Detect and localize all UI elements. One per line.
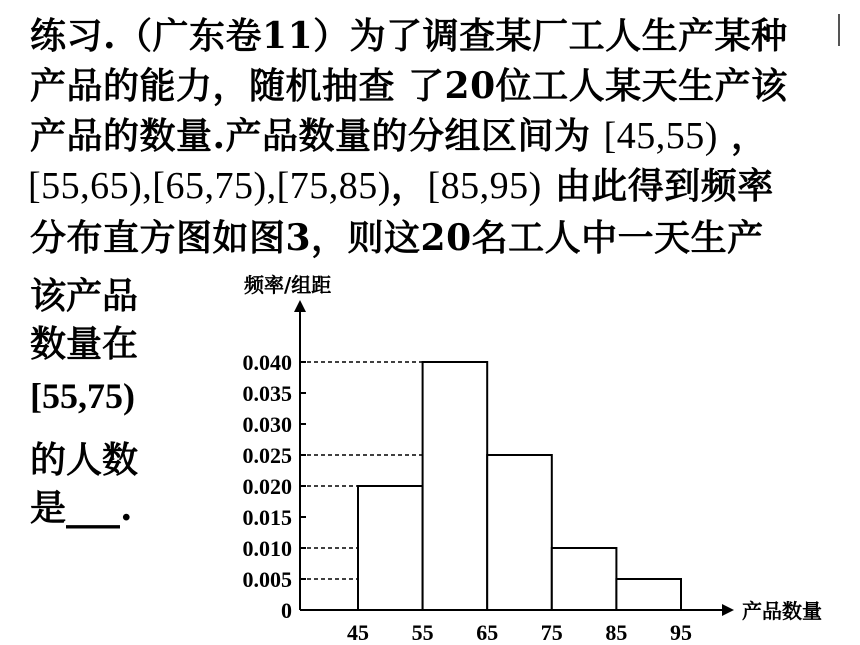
problem-line-3-text: 产品的数量.产品数量的分组区间为 xyxy=(30,115,591,157)
y-tick-label-5: 0.025 xyxy=(242,443,292,468)
problem-line-3-punct: ， xyxy=(730,115,768,157)
x-tick-label-0: 45 xyxy=(347,620,369,642)
side-line-3: 的人数 xyxy=(30,439,139,481)
histogram-bar-3 xyxy=(552,548,617,610)
x-tick-label-4: 85 xyxy=(605,620,628,642)
x-tick-label-3: 75 xyxy=(540,620,563,642)
page-edge-mark xyxy=(838,14,840,46)
y-tick-label-2: 0.010 xyxy=(242,536,292,561)
x-tick-label-5: 95 xyxy=(670,620,692,642)
y-axis-title: 频率/组距 xyxy=(244,273,332,297)
y-tick-label-3: 0.015 xyxy=(242,505,292,530)
interval-45-55: [45,55) xyxy=(603,115,718,157)
histogram-bar-1 xyxy=(423,362,488,610)
y-tick-label-7: 0.035 xyxy=(242,381,292,406)
interval-55-75: [55,75) xyxy=(30,376,135,416)
x-tick-label-2: 65 xyxy=(476,620,499,642)
problem-line-3 xyxy=(30,114,767,158)
problem-line-1: 练习.（广东卷11）为了调查某厂工人生产某种 xyxy=(30,15,788,57)
problem-line-4-text: 由此得到频率 xyxy=(541,165,774,207)
y-tick-label-1: 0.005 xyxy=(242,567,292,592)
interval-85-95: [85,95) xyxy=(427,165,542,207)
y-tick-label-8: 0.040 xyxy=(242,350,292,375)
x-axis-title: 产品数量 xyxy=(742,599,822,623)
problem-line-2: 产品的能力，随机抽查 了20位工人某天生产该 xyxy=(30,65,788,107)
frequency-histogram xyxy=(220,270,855,642)
problem-line-4 xyxy=(28,164,774,208)
histogram-bar-2 xyxy=(487,455,552,610)
y-tick-label-6: 0.030 xyxy=(242,412,292,437)
intervals-55-85: [55,65),[65,75),[75,85) xyxy=(28,165,391,207)
side-line-2: 数量在 xyxy=(30,323,139,365)
histogram-bar-4 xyxy=(616,579,681,610)
y-tick-label-0: 0 xyxy=(281,598,292,623)
x-tick-label-1: 55 xyxy=(411,620,434,642)
problem-line-4-sep: ， xyxy=(390,165,428,207)
y-tick-label-4: 0.020 xyxy=(242,474,292,499)
side-line-1: 该产品 xyxy=(30,275,139,317)
problem-line-5: 分布直方图如图3，则这20名工人中一天生产 xyxy=(30,217,764,259)
side-line-4: 是___. xyxy=(30,487,133,529)
histogram-bar-0 xyxy=(358,486,423,610)
